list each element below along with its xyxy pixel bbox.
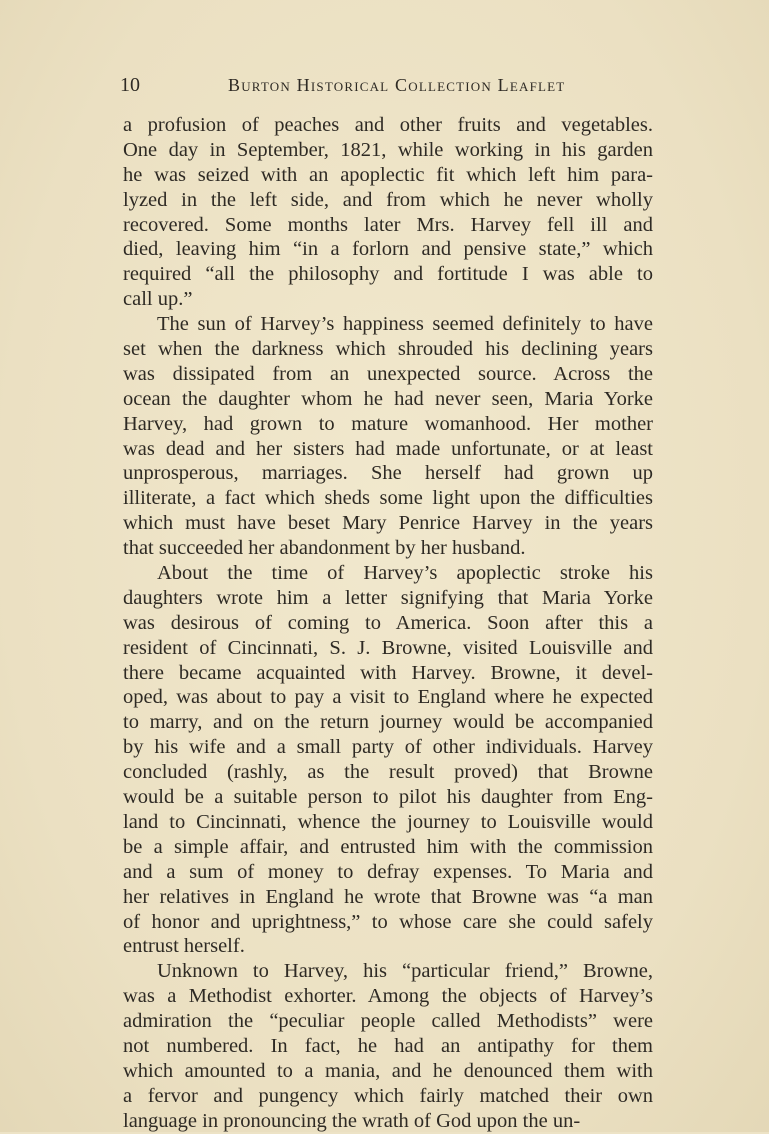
text-line: required “all the philosophy and fortitude I was able to <box>123 263 653 286</box>
page-header <box>120 72 660 98</box>
text-line: call up.” <box>123 288 193 311</box>
text-line: died, leaving him “in a forlorn and pensive state,” which <box>123 238 653 261</box>
text-line: and a sum of money to defray expenses. To Maria and <box>123 860 653 883</box>
text-line: unprosperous, marriages. She herself had grown up <box>123 462 653 485</box>
text-line: set when the darkness which shrouded his declining years <box>123 338 653 361</box>
text-line: daughters wrote him a letter signifying that Maria Yorke <box>123 586 653 609</box>
text-line: oped, was about to pay a visit to England where he expected <box>123 686 653 709</box>
text-line: a profusion of peaches and other fruits and vegetables. <box>123 114 653 136</box>
text-line: her relatives in England he wrote that Browne was “a man <box>123 885 653 908</box>
page-number: 10 <box>120 74 140 96</box>
text-line: Unknown to Harvey, his “particular friend,” Browne, <box>157 960 653 983</box>
text-line: a fervor and pungency which fairly matched their own <box>123 1084 653 1107</box>
text-line: he was seized with an apoplectic fit which left him para- <box>123 163 653 186</box>
paragraph-3 <box>123 561 653 959</box>
text-line: not numbered. In fact, he had an antipathy for them <box>123 1034 653 1057</box>
text-line: One day in September, 1821, while working in his garden <box>123 138 653 161</box>
text-line: there became acquainted with Harvey. Browne, it devel- <box>123 661 653 684</box>
text-line: that succeeded her abandonment by her husband. <box>123 537 526 560</box>
text-line: Harvey, had grown to mature womanhood. Her mother <box>123 412 653 435</box>
text-line: be a simple affair, and entrusted him with the commission <box>123 835 653 858</box>
text-line: lyzed in the left side, and from which he never wholly <box>123 188 653 211</box>
text-line: was dead and her sisters had made unfortunate, or at least <box>123 437 653 460</box>
text-line: of honor and uprightness,” to whose care she could safely <box>123 910 653 933</box>
text-line: entrust herself. <box>123 935 245 958</box>
text-line: which must have beset Mary Penrice Harvey in the years <box>123 512 653 535</box>
paragraph-2 <box>123 312 653 561</box>
text-line: resident of Cincinnati, S. J. Browne, visited Louisville and <box>123 636 653 659</box>
text-line: was a Methodist exhorter. Among the objects of Harvey’s <box>123 985 653 1008</box>
text-line: by his wife and a small party of other individuals. Harvey <box>123 736 653 759</box>
body-text <box>123 113 653 1134</box>
running-head: Burton Historical Collection Leaflet <box>228 75 566 95</box>
text-line: land to Cincinnati, whence the journey to Louisville would <box>123 810 653 833</box>
text-line: illiterate, a fact which sheds some light upon the difficulties <box>123 487 653 510</box>
text-line: which amounted to a mania, and he denounced them with <box>123 1059 653 1082</box>
text-line: was desirous of coming to America. Soon after this a <box>123 611 653 634</box>
text-line: recovered. Some months later Mrs. Harvey fell ill and <box>123 213 653 236</box>
text-line: to marry, and on the return journey would be accompanied <box>123 711 653 734</box>
text-line: language in pronouncing the wrath of God upon the un- <box>123 1109 581 1132</box>
text-line: was dissipated from an unexpected source. Across the <box>123 362 653 385</box>
text-line: The sun of Harvey’s happiness seemed definitely to have <box>157 313 653 336</box>
text-line: admiration the “peculiar people called Methodists” were <box>123 1010 653 1033</box>
text-line: About the time of Harvey’s apoplectic stroke his <box>157 562 653 585</box>
paragraph-1 <box>123 113 653 312</box>
text-line: ocean the daughter whom he had never seen, Maria Yorke <box>123 387 653 410</box>
text-line: concluded (rashly, as the result proved) that Browne <box>123 761 653 784</box>
text-line: would be a suitable person to pilot his daughter from Eng- <box>123 786 653 809</box>
paragraph-4 <box>123 959 653 1133</box>
